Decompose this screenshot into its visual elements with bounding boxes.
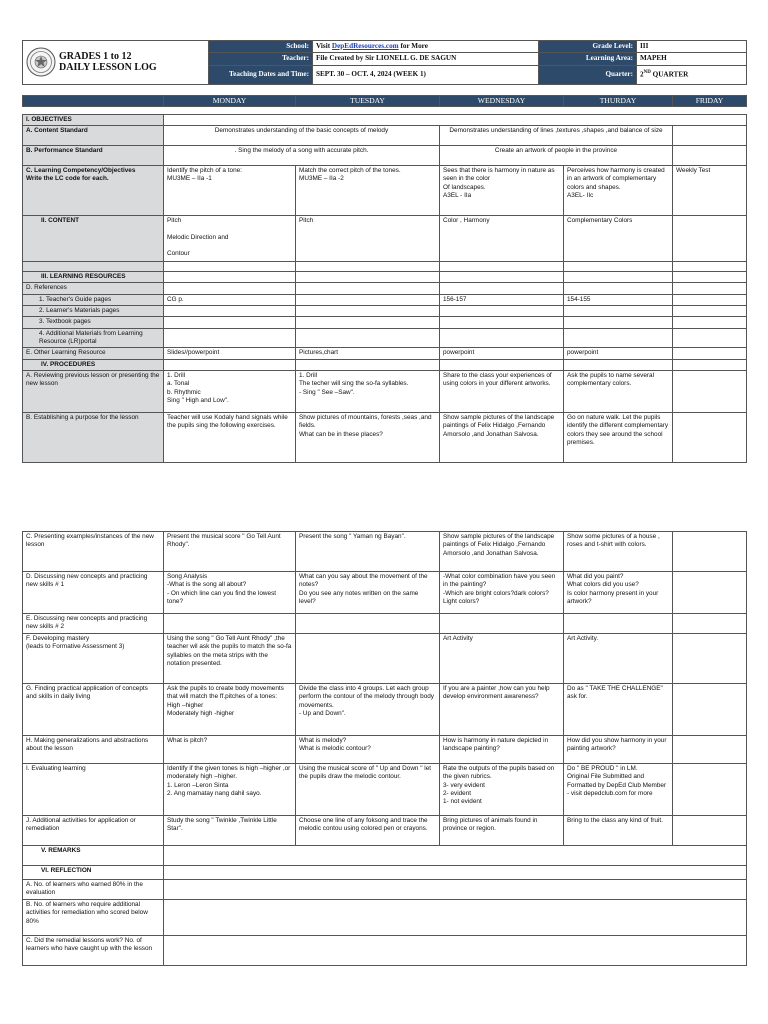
purpose-tue: Show pictures of mountains, forests ,seas ,and fields. What can be in these places?	[296, 412, 440, 462]
teaching-dates-label: Teaching Dates and Time:	[209, 65, 313, 84]
presenting-row	[23, 532, 747, 572]
reflection-a-row	[23, 880, 747, 900]
discussing-1-mon: Song Analysis -What is the song all about? - On which line can you find the lowest tone?	[164, 572, 296, 614]
presenting-tue: Present the song " Yaman ng Bayan".	[296, 532, 440, 572]
additional-activities-row	[23, 816, 747, 846]
purpose-row	[23, 412, 747, 462]
teachers-guide-row	[23, 294, 747, 305]
reflection-label: VI. REFLECTION	[23, 866, 164, 880]
application-tue: Divide the class into 4 groups. Let each group perform the contour of the melody through body movements. - Up and Down".	[296, 684, 440, 736]
reflection-c-label: C. Did the remedial lessons work? No. of learners who have caught up with the lesson	[23, 936, 164, 966]
references-label: D. References	[23, 283, 164, 294]
evaluating-thu: Do " BE PROUD " in LM. Original File Submitted and Formatted by DepEd Club Member - visit depedclub.com for more	[564, 764, 673, 816]
textbook-row	[23, 317, 747, 328]
reflection-b-row	[23, 900, 747, 936]
objectives-label: I. OBJECTIVES	[23, 114, 164, 125]
additional-activities-label: J. Additional activities for application or remediation	[23, 816, 164, 846]
teachers-guide-wed: 156-157	[440, 294, 564, 305]
teachers-guide-thu: 154-155	[564, 294, 673, 305]
presenting-wed: Show sample pictures of the landscape paintings of Felix Hidalgo ,Fernando Amorsolo ,and Jonathan Salvosa.	[440, 532, 564, 572]
reflection-c-row	[23, 936, 747, 966]
content-mon: Pitch Melodic Direction and Contour	[164, 215, 296, 261]
school-value: Visit DepEdResources.com for More	[313, 41, 539, 53]
performance-standard-row	[23, 145, 747, 165]
competency-label: C. Learning Competency/Objectives Write the LC code for each.	[23, 165, 164, 215]
purpose-label: B. Establishing a purpose for the lesson	[23, 412, 164, 462]
teacher-value: File Created by Sir LIONELL G. DE SAGUN	[313, 53, 539, 65]
deped-seal-icon	[26, 47, 56, 77]
remarks-row	[23, 846, 747, 866]
learning-area-value: MAPEH	[637, 53, 747, 65]
lesson-table-1	[22, 95, 747, 463]
day-thursday: THURDAY	[564, 95, 673, 106]
application-label: G. Finding practical application of concepts and skills in daily living	[23, 684, 164, 736]
performance-standard-label: B. Performance Standard	[23, 145, 164, 165]
performance-standard-music: . Sing the melody of a song with accurate pitch.	[164, 145, 440, 165]
generalization-row	[23, 736, 747, 764]
procedures-label: IV. PROCEDURES	[23, 359, 164, 370]
competency-row	[23, 165, 747, 215]
lesson-table-2	[22, 531, 747, 966]
header-title-cell	[23, 41, 209, 85]
title-line-1: GRADES 1 to 12	[59, 50, 132, 62]
content-standard-music: Demonstrates understanding of the basic concepts of melody	[164, 125, 440, 145]
days-header-row	[23, 95, 747, 106]
purpose-wed: Show sample pictures of the landscape paintings of Felix Hidalgo ,Fernando Amorsolo ,and Jonathan Salvosa.	[440, 412, 564, 462]
evaluating-tue: Using the musical score of " Up and Down " let the pupils draw the melodic contour.	[296, 764, 440, 816]
competency-fri: Weekly Test	[673, 165, 747, 215]
application-row	[23, 684, 747, 736]
evaluating-mon: Identify if the given tones is high –higher ,or moderately high –higher. 1. Leron –Leron Sinta 2. Ang mamatay nang dahil sayo.	[164, 764, 296, 816]
school-label: School:	[209, 41, 313, 53]
learning-area-label: Learning Area:	[539, 53, 637, 65]
additional-activities-mon: Study the song " Twinkle ,Twinkle Little Star".	[164, 816, 296, 846]
content-thu: Complementary Colors	[564, 215, 673, 261]
mastery-mon: Using the song " Go Tell Aunt Rhody" ,the teacher wil ask the pupils to match the so-fa syllables on the meta strips with the notation presented.	[164, 634, 296, 684]
presenting-label: C. Presenting examples/instances of the new lesson	[23, 532, 164, 572]
learning-resources-row	[23, 271, 747, 282]
evaluating-wed: Rate the outputs of the pupils based on the given rubrics. 3- very evident 2- evident 1- not evident	[440, 764, 564, 816]
other-resource-row	[23, 348, 747, 359]
quarter-label: Quarter:	[539, 65, 637, 84]
generalization-thu: How did you show harmony in your painting artwork?	[564, 736, 673, 764]
teachers-guide-label: 1. Teacher's Guide pages	[23, 294, 164, 305]
content-row	[23, 215, 747, 261]
header-table	[22, 40, 747, 85]
reflection-row	[23, 866, 747, 880]
additional-activities-wed: Bring pictures of animals found in province or region.	[440, 816, 564, 846]
competency-tue: Match the correct pitch of the tones. MU3ME – IIa -2	[296, 165, 440, 215]
reviewing-wed: Share to the class your experiences of using colors in your different artworks.	[440, 370, 564, 412]
generalization-tue: What is melody? What is melodic contour?	[296, 736, 440, 764]
discussing-1-tue: What can you say about the movement of the notes? Do you see any notes written on the same level?	[296, 572, 440, 614]
content-label: II. CONTENT	[23, 215, 164, 261]
discussing-2-label: E. Discussing new concepts and practicing new skills # 2	[23, 614, 164, 634]
content-standard-arts: Demonstrates understanding of lines ,textures ,shapes ,and balance of size	[440, 125, 673, 145]
depedresources-link[interactable]: DepEdResources.com	[331, 42, 399, 50]
application-mon: Ask the pupils to create body movements that will match the ff.pitches of a tones: High –higher Moderately high -higher	[164, 684, 296, 736]
application-wed: If you are a painter ,how can you help develop environment awareness?	[440, 684, 564, 736]
reviewing-label: A. Reviewing previous lesson or presenting the new lesson	[23, 370, 164, 412]
application-thu: Do as " TAKE THE CHALLENGE" ask for.	[564, 684, 673, 736]
discussing-1-row	[23, 572, 747, 614]
teachers-guide-mon: CG p.	[164, 294, 296, 305]
mastery-thu: Art Activity.	[564, 634, 673, 684]
evaluating-label: I. Evaluating learning	[23, 764, 164, 816]
generalization-label: H. Making generalizations and abstractions about the lesson	[23, 736, 164, 764]
performance-standard-arts: Create an artwork of people in the province	[440, 145, 673, 165]
competency-wed: Sees that there is harmony in nature as seen in the color Of landscapes. A3EL - IIa	[440, 165, 564, 215]
learning-resources-label: III. LEARNING RESOURCES	[23, 271, 164, 282]
teacher-label: Teacher:	[209, 53, 313, 65]
purpose-thu: Go on nature walk. Let the pupils identify the different complementary colors they see around the school premises.	[564, 412, 673, 462]
discussing-1-wed: -What color combination have you seen in the painting? -Which are bright colors?dark colors? Light colors?	[440, 572, 564, 614]
competency-thu: Perceives how harmony is created in an artwork of complementary colors and shapes. A3EL- IIc	[564, 165, 673, 215]
other-resource-thu: powerpoint	[564, 348, 673, 359]
references-row	[23, 283, 747, 294]
discussing-2-row	[23, 614, 747, 634]
content-standard-label: A. Content Standard	[23, 125, 164, 145]
other-resource-label: E. Other Learning Resource	[23, 348, 164, 359]
learners-materials-label: 2. Learner's Materials pages	[23, 305, 164, 316]
procedures-row	[23, 359, 747, 370]
additional-activities-tue: Choose one line of any foksong and trace the melodic contou using colored pen or crayons.	[296, 816, 440, 846]
grade-level-label: Grade Level:	[539, 41, 637, 53]
discussing-1-thu: What did you paint? What colors did you use? Is color harmony present in your artwork?	[564, 572, 673, 614]
additional-activities-thu: Bring to the class any kind of fruit.	[564, 816, 673, 846]
other-resource-wed: powerpoint	[440, 348, 564, 359]
title-line-2: DAILY LESSON LOG	[59, 62, 157, 73]
reflection-a-label: A. No. of learners who earned 80% in the evaluation	[23, 880, 164, 900]
reviewing-tue: 1. Drill The techer will sing the so-fa syllables. - Sing " See –Saw".	[296, 370, 440, 412]
content-standard-row	[23, 125, 747, 145]
reviewing-thu: Ask the pupils to name several complementary colors.	[564, 370, 673, 412]
content-tue: Pitch	[296, 215, 440, 261]
mastery-label: F. Developing mastery (leads to Formative Assessment 3)	[23, 634, 164, 684]
generalization-wed: How is harmony in nature depicted in landscape painting?	[440, 736, 564, 764]
mastery-row	[23, 634, 747, 684]
reviewing-mon: 1. Drill a. Tonal b. Rhythmic Sing " High and Low".	[164, 370, 296, 412]
reviewing-row	[23, 370, 747, 412]
other-resource-tue: Pictures,chart	[296, 348, 440, 359]
discussing-1-label: D. Discussing new concepts and practicing new skills # 1	[23, 572, 164, 614]
reflection-b-label: B. No. of learners who require additional activities for remediation who scored below 80%	[23, 900, 164, 936]
remarks-label: V. REMARKS	[23, 846, 164, 866]
day-friday: FRIDAY	[673, 95, 747, 106]
day-tuesday: TUESDAY	[296, 95, 440, 106]
presenting-thu: Show some pictures of a house , roses and t-shirt with colors.	[564, 532, 673, 572]
purpose-mon: Teacher will use Kodaly hand signals while the pupils sing the following exercises.	[164, 412, 296, 462]
grade-level-value: III	[637, 41, 747, 53]
lesson-log-page-1	[22, 40, 746, 463]
additional-materials-row	[23, 328, 747, 348]
quarter-value: 2ND QUARTER	[637, 65, 747, 84]
lesson-log-page-2	[22, 531, 746, 966]
competency-mon: Identify the pitch of a tone: MU3ME – IIa -1	[164, 165, 296, 215]
presenting-mon: Present the musical score " Go Tell Aunt Rhody".	[164, 532, 296, 572]
generalization-mon: What is pitch?	[164, 736, 296, 764]
content-wed: Color , Harmony	[440, 215, 564, 261]
objectives-row	[23, 114, 747, 125]
mastery-wed: Art Activity	[440, 634, 564, 684]
learners-materials-row	[23, 305, 747, 316]
evaluating-row	[23, 764, 747, 816]
teaching-dates-value: SEPT. 30 – OCT. 4, 2024 (WEEK 1)	[313, 65, 539, 84]
textbook-label: 3. Textbook pages	[23, 317, 164, 328]
day-monday: MONDAY	[164, 95, 296, 106]
day-wednesday: WEDNESDAY	[440, 95, 564, 106]
additional-materials-label: 4. Additional Materials from Learning Resource (LR)portal	[23, 328, 164, 348]
other-resource-mon: Slides//powerpoint	[164, 348, 296, 359]
